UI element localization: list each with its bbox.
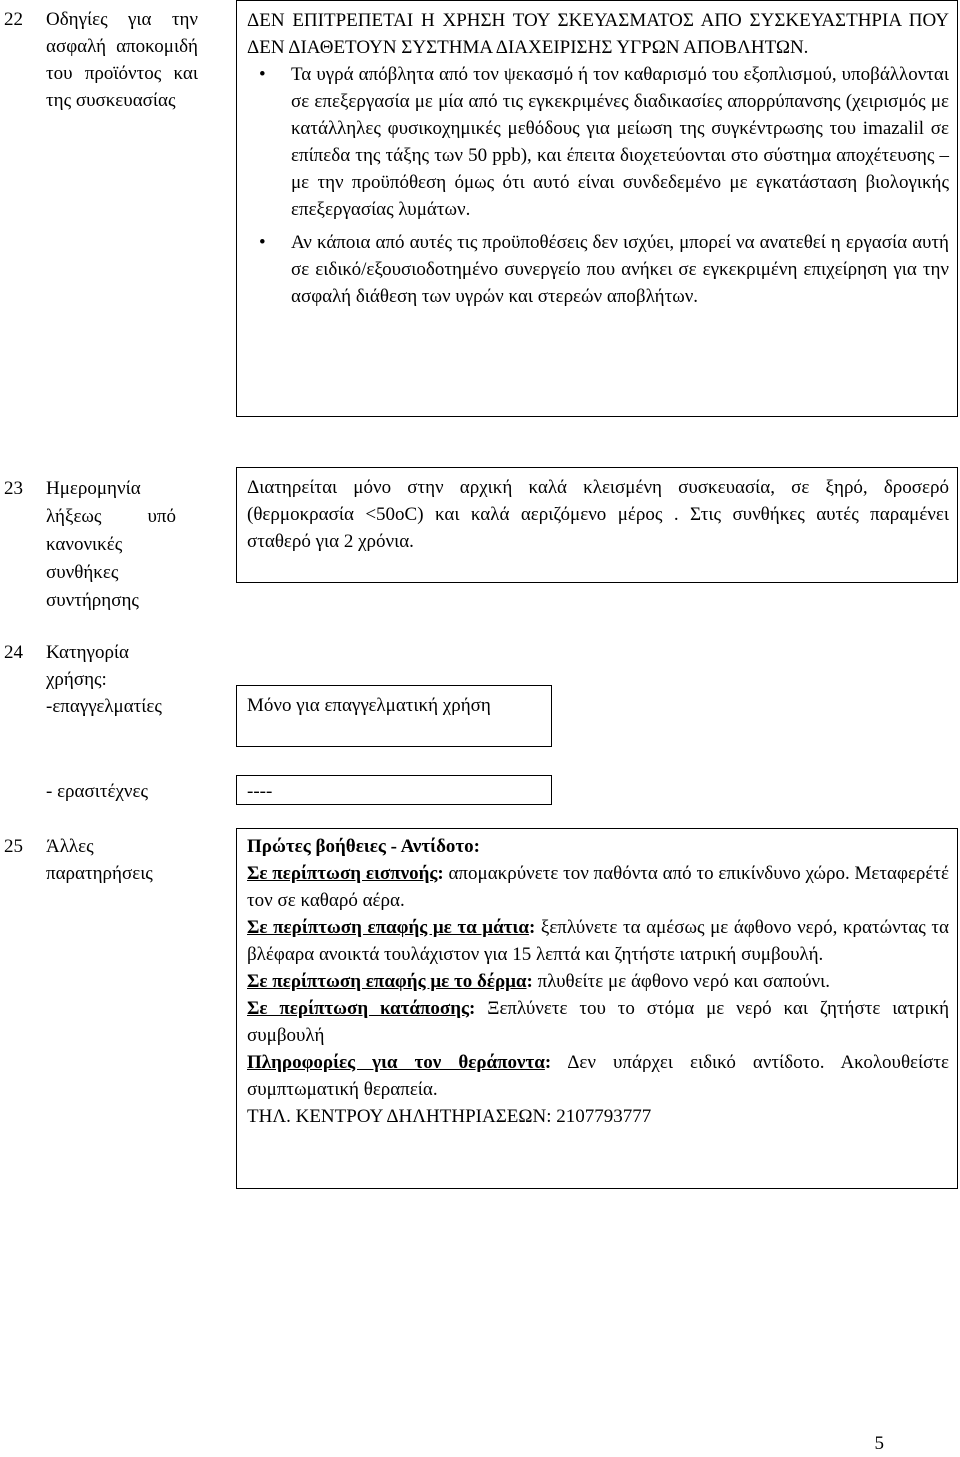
- first-aid-box: [236, 828, 958, 1189]
- eye-contact-heading: Σε περίπτωση επαφής με τα μάτια: [247, 917, 529, 938]
- section-23-label: Ημερομηνία λήξεως υπό κανονικές συνθήκες συντήρησης: [46, 478, 176, 611]
- section-22-box: [236, 0, 958, 417]
- professionals-label: -επαγγελματίες: [46, 696, 162, 717]
- ingestion-heading: Σε περίπτωση κατάποσης: [247, 998, 470, 1019]
- shelf-life-box: Διατηρείται μόνο στην αρχική καλά κλεισμένη συσκευασία, σε ξηρό, δροσερό (θερμοκρασία <50oC) και καλά αεριζόμενο μέρος . Στις συνθήκες αυτές παραμένει σταθερό για 2 χρόνια.: [236, 467, 958, 583]
- physician-heading: Πληροφορίες για τον θεράποντα: [247, 1052, 545, 1073]
- section-24-number: 24: [4, 642, 23, 663]
- disposal-bullet-1: • Τα υγρά απόβλητα από τον ψεκασμό ή τον καθαρισμό του εξοπλισμού, υποβάλλονται σε επεξεργασία με μία από τις εγκεκριμένες διαδικασίες απορρύπανσης (χειρισμός με κατάλληλες φυσικοχημικές μεθόδους για μείωση της συγκέντρωσης του imazalil σε επίπεδα της τάξης των 50 ppb), και έπειτα διοχετεύονται στο σύστημα αποχέτευσης – με την προϋπόθεση όμως ότι αυτό είναι συνδεδεμένο με εγκατάσταση βιολογικής επεξεργασίας λυμάτων.: [247, 61, 949, 223]
- skin-contact-heading: Σε περίπτωση επαφής με το δέρμα: [247, 971, 527, 992]
- ingestion-paragraph: Σε περίπτωση κατάποσης: Ξεπλύνετε του το στόμα με νερό και ζητήστε ιατρική συμβουλή: [247, 998, 950, 1046]
- disposal-bullet-2: • Αν κάποια από αυτές τις προϋποθέσεις δεν ισχύει, μπορεί να ανατεθεί η εργασία αυτή σε ειδικό/εξουσιοδοτημένο συνεργείο που ανήκει σε εγκεκριμένη επιχείρηση για την ασφαλή διάθεση των υγρών και στερεών αποβλήτων.: [247, 229, 949, 310]
- skin-contact-paragraph: Σε περίπτωση επαφής με το δέρμα: πλυθείτε με άφθονο νερό και σαπούνι.: [247, 971, 830, 992]
- section-25-label: Άλλες παρατηρήσεις: [46, 836, 153, 884]
- section-24-label: Κατηγορία χρήσης:: [46, 642, 129, 690]
- section-25-number: 25: [4, 836, 23, 857]
- amateurs-label: - ερασιτέχνες: [46, 781, 148, 802]
- section-22-number: 22: [4, 9, 23, 30]
- inhalation-heading: Σε περίπτωση εισπνοής: [247, 863, 438, 884]
- poison-center-phone: ΤΗΛ. ΚΕΝΤΡΟΥ ΔΗΛΗΤΗΡΙΑΣΕΩΝ: 2107793777: [247, 1106, 652, 1127]
- disposal-bullet-list: [247, 61, 949, 310]
- disposal-warning: ΔΕΝ ΕΠΙΤΡΕΠΕΤΑΙ Η ΧΡΗΣΗ ΤΟΥ ΣΚΕΥΑΣΜΑΤΟΣ ΑΠΟ ΣΥΣΚΕΥΑΣΤΗΡΙΑ ΠΟΥ ΔΕΝ ΔΙΑΘΕΤΟΥΝ ΣΥΣΤΗΜΑ ΔΙΑΧΕΙΡΙΣΗΣ ΥΓΡΩΝ ΑΠΟΒΛΗΤΩΝ.: [247, 10, 949, 58]
- amateurs-value-box: ----: [236, 775, 552, 805]
- physician-paragraph: Πληροφορίες για τον θεράποντα: Δεν υπάρχει ειδικό αντίδοτο. Ακολουθείστε συμπτωματική θεραπεία.: [247, 1052, 949, 1100]
- section-23-number: 23: [4, 478, 23, 499]
- section-22-label: Οδηγίες για την ασφαλή αποκομιδή του προϊόντος και της συσκευασίας: [46, 9, 198, 111]
- inhalation-paragraph: Σε περίπτωση εισπνοής: απομακρύνετε τον παθόντα από το επικίνδυνο χώρο. Μεταφερέτέ τον σε καθαρό αέρα.: [247, 863, 950, 911]
- inhalation-text: απομακρύνετε τον παθόντα από το επικίνδυνο χώρο. Μεταφερέτέ τον σε καθαρό αέρα.: [247, 863, 950, 911]
- ingestion-text: Ξεπλύνετε του το στόμα με νερό και ζητήστε ιατρική συμβουλή: [247, 998, 950, 1046]
- physician-text: Δεν υπάρχει ειδικό αντίδοτο. Ακολουθείστε συμπτωματική θεραπεία.: [247, 1052, 949, 1100]
- skin-contact-text: πλυθείτε με άφθονο νερό και σαπούνι.: [537, 971, 830, 992]
- eye-contact-paragraph: Σε περίπτωση επαφής με τα μάτια: ξεπλύνετε τα αμέσως με άφθονο νερό, κρατώντας τα βλέφαρα ανοικτά τουλάχιστον για 15 λεπτά και ζητήστε ιατρική συμβουλή.: [247, 917, 949, 965]
- first-aid-title: Πρώτες βοήθειες - Αντίδοτο:: [247, 836, 481, 857]
- professionals-value-box: Μόνο για επαγγελματική χρήση: [236, 685, 552, 747]
- page-number: 5: [874, 1433, 884, 1454]
- eye-contact-text: ξεπλύνετε τα αμέσως με άφθονο νερό, κρατώντας τα βλέφαρα ανοικτά τουλάχιστον για 15 λεπτά και ζητήστε ιατρική συμβουλή.: [247, 917, 949, 965]
